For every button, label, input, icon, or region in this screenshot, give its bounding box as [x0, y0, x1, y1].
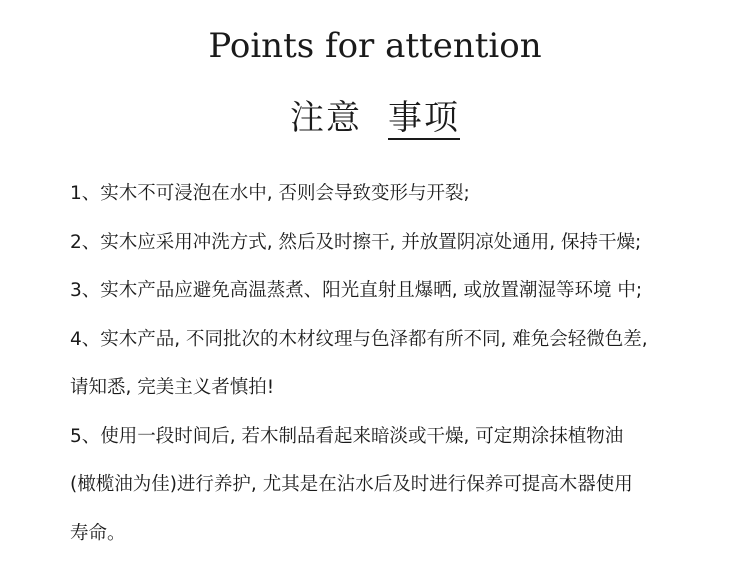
title-chinese-matters: 事项 [388, 98, 460, 138]
note-line-5-end: 寿命。 [70, 522, 126, 544]
note-line-2: 2、实木应采用冲洗方式, 然后及时擦干, 并放置阴凉处通用, 保持干燥; [70, 231, 642, 253]
title-english: Points for attention [208, 26, 542, 66]
notes-list [70, 170, 730, 558]
note-line-5: 5、使用一段时间后, 若木制品看起来暗淡或干燥, 可定期涂抹植物油 [70, 425, 624, 447]
note-line-4-continued: 请知悉, 完美主义者慎拍! [70, 377, 275, 398]
note-line-3: 3、实木产品应避免高温蒸煮、阳光直射且爆晒, 或放置潮湿等环境 中; [70, 280, 643, 301]
note-line-1: 1、实木不可浸泡在水中, 否则会导致变形与开裂; [70, 183, 470, 204]
title-chinese [0, 90, 750, 139]
note-line-4: 4、实木产品, 不同批次的木材纹理与色泽都有所不同, 难免会轻微色差, [70, 328, 648, 350]
note-line-5-continued: (橄榄油为佳)进行养护, 尤其是在沾水后及时进行保养可提高木器使用 [70, 474, 633, 495]
title-chinese-attention: 注意 [290, 98, 362, 138]
